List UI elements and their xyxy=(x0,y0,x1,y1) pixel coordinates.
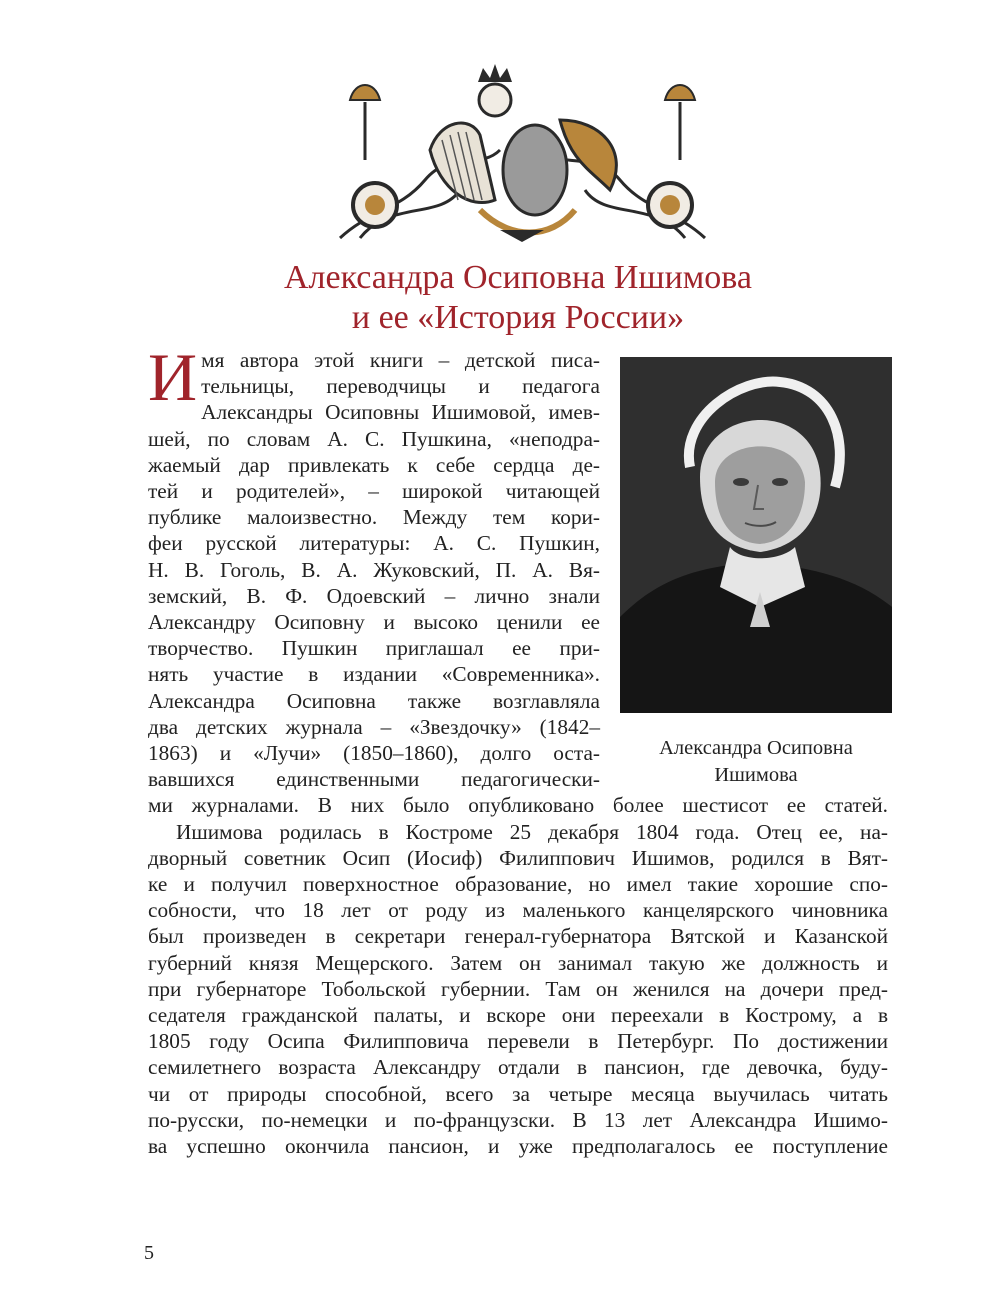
caption-line-2: Ишимова xyxy=(714,764,798,786)
body-line: Александру Осиповну и высоко ценили ее xyxy=(148,610,600,635)
body-line: губерний князя Мещерского. Затем он занимал такую же должность и xyxy=(148,950,888,975)
body-line: Ишимова родилась в Костроме 25 декабря 1804 года. Отец ее, на- xyxy=(176,819,888,844)
article-body xyxy=(148,339,888,1159)
title-line-1: Александра Осиповна Ишимова xyxy=(284,259,752,296)
body-line: мя автора этой книги – детской писа- xyxy=(201,348,600,372)
article-title xyxy=(148,258,888,338)
body-line: чи от природы способной, всего за четыре месяца выучилась читать xyxy=(148,1081,888,1106)
body-line: жаемый дар привлекать к себе сердца де- xyxy=(148,452,600,477)
body-line: земский, В. Ф. Одоевский – лично знали xyxy=(148,583,600,608)
body-line: седателя гражданской палаты, и вскоре они переехали в Кострому, а в xyxy=(148,1003,888,1028)
body-line: два детских журнала – «Звездочку» (1842– xyxy=(148,714,600,739)
body-line: творчество. Пушкин приглашал ее при- xyxy=(148,636,600,661)
body-line: публике малоизвестно. Между тем кори- xyxy=(148,505,600,530)
body-line: ми журналами. В них было опубликовано более шестисот ее статей. xyxy=(148,793,888,818)
body-line: тей и родителей», – широкой читающей xyxy=(148,479,600,504)
body-line: был произведен в секретари генерал-губернатора Вятской и Казанской xyxy=(148,924,888,949)
body-line: ке и получил поверхностное образование, но имел такие хорошие спо- xyxy=(148,872,888,897)
title-line-2: и ее «История России» xyxy=(351,299,685,336)
body-line: Александры Осиповны Ишимовой, имев- xyxy=(201,400,600,425)
body-line: вавшихся единственными педагогически- xyxy=(148,767,600,792)
body-line: Н. В. Гоголь, В. А. Жуковский, П. А. Вя- xyxy=(148,557,600,582)
caption-line-1: Александра Осиповна xyxy=(659,737,853,759)
body-line: шей, по словам А. С. Пушкина, «неподра- xyxy=(148,426,600,451)
body-line: Александра Осиповна также возглавляла xyxy=(148,688,600,713)
body-line: собности, что 18 лет от роду из маленького канцелярского чиновника xyxy=(148,898,888,923)
drop-cap: И xyxy=(148,339,198,415)
body-line: 1805 году Осипа Филипповича перевели в Петербург. По достижении xyxy=(148,1029,888,1054)
body-line: ва успешно окончила пансион, и уже предполагалось ее поступление xyxy=(148,1134,888,1159)
ornament-headpiece xyxy=(330,60,715,242)
body-line: при губернаторе Тобольской губернии. Там он женился на дочери пред- xyxy=(148,976,888,1001)
body-line: феи русской литературы: А. С. Пушкин, xyxy=(148,531,600,556)
body-line: по-русски, по-немецки и по-французски. В 13 лет Александра Ишимо- xyxy=(148,1107,888,1132)
body-line: 1863) и «Лучи» (1850–1860), долго оста- xyxy=(148,741,600,766)
body-line: нять участие в издании «Современника». xyxy=(148,662,600,687)
page-number: 5 xyxy=(144,1242,154,1264)
body-line: семилетнего возраста Александру отдали в пансион, где девочка, буду- xyxy=(148,1055,888,1080)
body-line: дворный советник Осип (Иосиф) Филиппович Ишимов, родился в Вят- xyxy=(148,845,888,870)
body-line: тельницы, переводчицы и педагога xyxy=(201,374,600,399)
